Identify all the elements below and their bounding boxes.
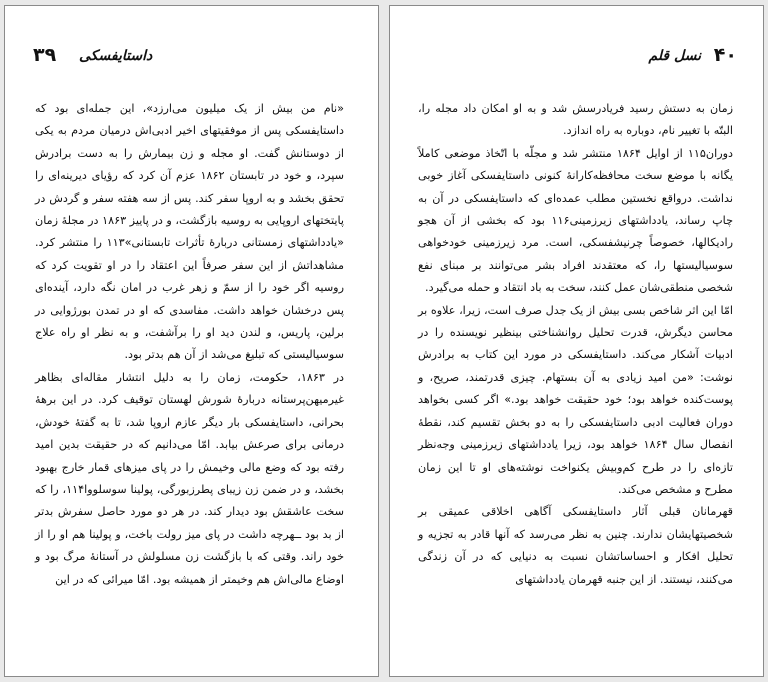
paragraph: در ۱۸۶۳، حکومت، زمان را به دلیل انتشار مقاله‌ای بظاهر غیرمیهن‌پرستانه دربارهٔ شورش لهستان توقیف کرد. در این برههٔ بحرانی، داستایفسکی بار دیگر عازم اروپا شد، تا به گفتهٔ خودش، درمانی برای صرعش بیابد. امّا می‌دانیم که در حقیقت بدین امید رفته بود که وضع مالی وخیمش را در پای میزهای قمار خارج بهبود بخشد، و در ضمن زن زیبای پطرزبورگی، پولینا سوسلووا۱۱۴، را که سخت عاشقش بود دیدار کند. در هر دو مورد حاصل سفرش بدتر از بد بود ــهرچه داشت در پای میز رولت باخت، و پولینا هم او را از خود راند. وقتی که با بازگشت زن مسلولش در آستانهٔ مرگ بود و اوضاع مالی‌اش هم وخیمتر از همیشه بود. امّا میرائی که در این — [35, 370, 344, 586]
running-head: نسل قلم — [648, 48, 701, 64]
left-page — [4, 5, 379, 677]
body-text — [35, 98, 344, 591]
page-number: ۳۹ — [33, 44, 57, 66]
paragraph: امّا این اثر شاخص بسی بیش از یک جدل صرف است، زیرا، علاوه بر محاسن دیگرش، قدرت تحلیل روانشناختی بینظیر نویسنده را در ادبیات آشکار می‌کند. داستایفسکی در مورد این کتاب به برادرش نوشت: «من امید زیادی به آن بستهام. چیزی قدرتمند، صریح، و پوست‌کنده خواهد بود؛ خود حقیقت خواهد بود.» اگر کسی بخواهد دوران فعالیت ادبی داستایفسکی را به دو بخش تقسیم کند، نقطهٔ انفصال سال ۱۸۶۴ خواهد بود، زیرا یادداشتهای زیرزمینی وجه‌نظر تازه‌ای را در طرح کم‌وبیش یکنواخت نوشته‌های او تا این زمان مطرح و مشخص می‌کند. — [418, 303, 733, 496]
running-head: داستایفسکی — [79, 48, 153, 64]
page-header — [5, 44, 378, 70]
paragraph: دوران۱۱۵ از اوایل ۱۸۶۴ منتشر شد و مجلّه با اتّخاذ موضعی کاملاً یگانه با موضع سخت محافظه‌کارانهٔ کنونی داستایفسکی آغاز خوبی نداشت. درواقع نخستین مطلب عمده‌ای که داستایفسکی در آن به چاپ رساند، یادداشتهای زیرزمینی۱۱۶ بود که بخشی از آن هجو رادیکالها، خصوصاً چرنیشفسکی، است. مرد زیرزمینی خودخواهی سوسیالیستها را، که معتقدند افراد بشر می‌توانند بر مبنای نفع شخصی منطقی‌شان عمل کنند، سخت به باد انتقاد و حمله می‌گیرد. — [418, 146, 733, 295]
paragraph: قهرمانان قبلی آثار داستایفسکی آگاهی اخلاقی عمیقی بر شخصیتهایشان ندارند. چنین به نظر می‌رسد که آنها قادر به تجزیه و تحلیل افکار و احساساتشان نسبت به دنیایی که در آن زندگی می‌کنند، نیستند. از این جنبه قهرمان یادداشتهای — [418, 505, 733, 586]
page-header — [390, 44, 763, 70]
paragraph: «نام من بیش از یک میلیون می‌ارزد»، این جمله‌ای بود که داستایفسکی پس از موفقیتهای اخیر ادبی‌اش درمیان مردم به یکی از دوستانش گفت. او مجله و زن بیمارش را به دست برادرش سپرد، و خود در تابستان ۱۸۶۲ عزم آن کرد که رؤیای دیرینه‌ای را تحقق بخشد و به اروپا سفر کند. پس از سه هفته سفر و گردش در پایتختهای اروپایی به روسیه بازگشت، و در پاییز ۱۸۶۳ در مجلهٔ زمان «یادداشتهای زمستانی دربارهٔ تأثرات تابستانی»۱۱۳ را منتشر کرد. مشاهداتش از این سفر صرفاً این اعتقاد را در او تقویت کرد که روسیه اگر خود را از سمّ و زهر غرب در امان نگه دارد، آینده‌ای پس درخشان خواهد داشت. مفاسدی که او در تمدن بورژوایی در برلین، پاریس، و لندن دید او را برآشفت، و به نظر او راه علاج سوسیالیستی که تبلیغ می‌شد از آن هم بدتر بود. — [35, 102, 344, 362]
paragraph: زمان به دستش رسید فریادرسش شد و به او امکان داد مجله را، البتّه با تغییر نام، دوباره به راه اندازد. — [418, 102, 733, 138]
page-number: ۴۰ — [713, 44, 737, 66]
right-page — [389, 5, 764, 677]
body-text — [418, 98, 733, 591]
